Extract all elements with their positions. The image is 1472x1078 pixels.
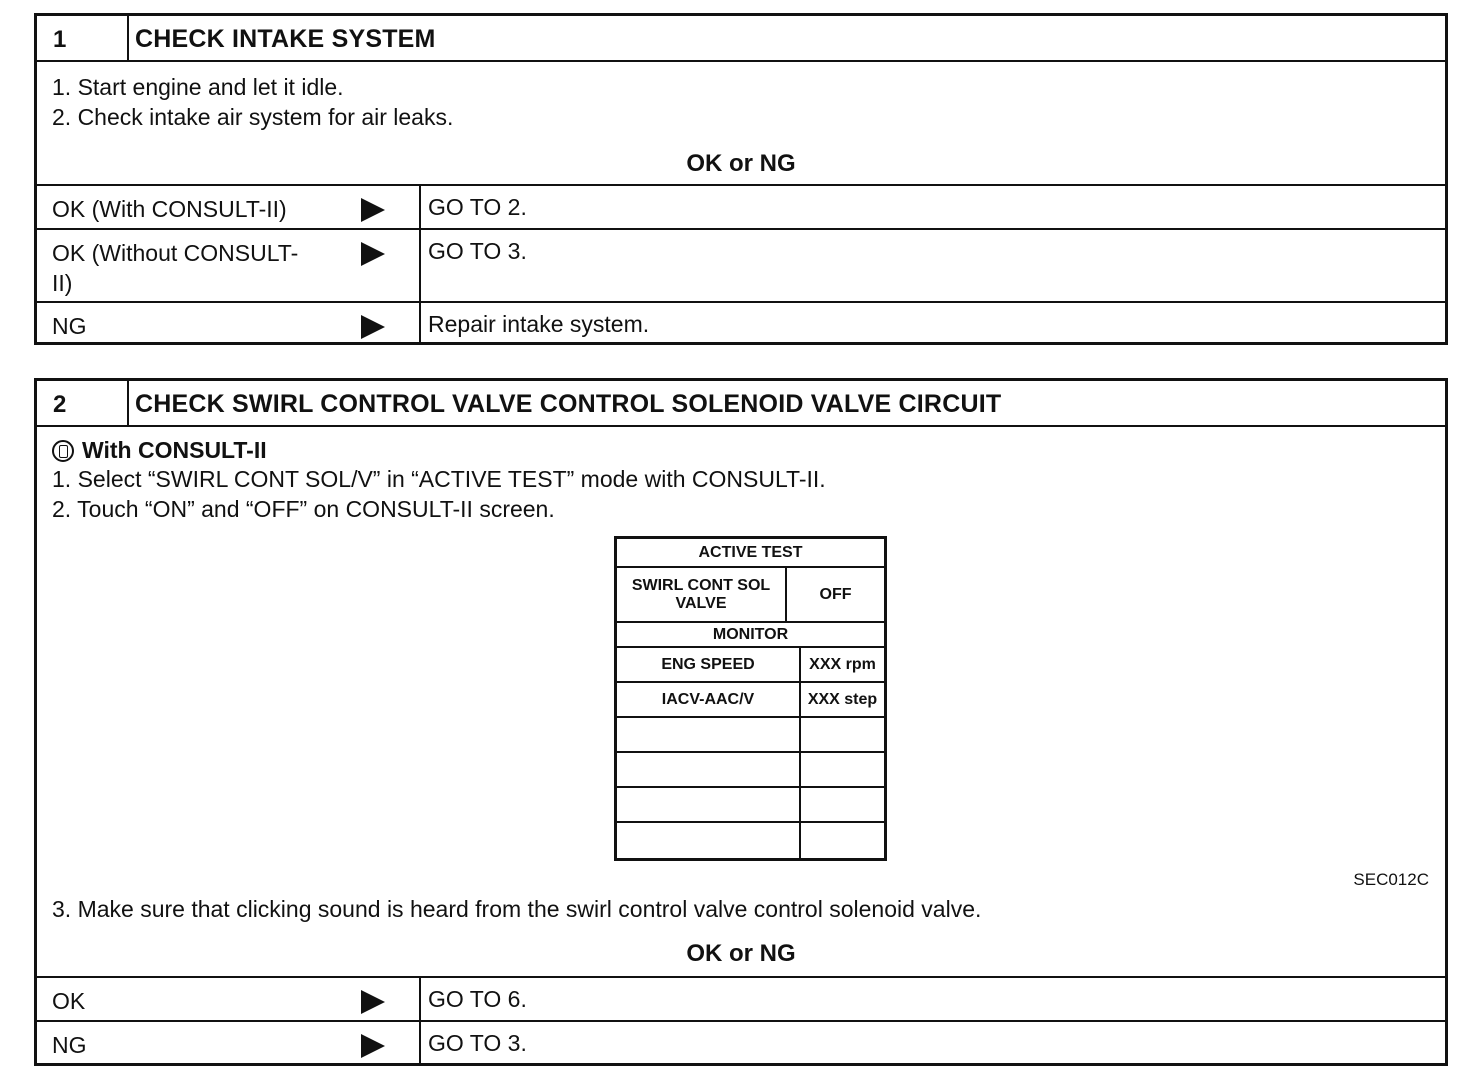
step-title: CHECK INTAKE SYSTEM bbox=[135, 25, 436, 53]
test-item-value: OFF bbox=[819, 585, 852, 603]
arrow-right-icon bbox=[319, 303, 421, 345]
step-number: 1 bbox=[37, 16, 129, 60]
result-action: GO TO 3. bbox=[428, 238, 527, 264]
step-2-block bbox=[34, 378, 1448, 1066]
step-2-header bbox=[37, 381, 1445, 427]
result-condition bbox=[37, 230, 319, 301]
result-row bbox=[37, 1020, 1445, 1065]
active-test-screen bbox=[614, 536, 887, 861]
result-condition: NG bbox=[52, 1032, 87, 1058]
ok-or-ng-label: OK or NG bbox=[686, 150, 796, 177]
step-number: 2 bbox=[37, 381, 129, 425]
step-1-body bbox=[37, 62, 1445, 184]
step-2-body bbox=[37, 427, 1445, 976]
step-1-header bbox=[37, 16, 1445, 62]
result-row bbox=[37, 301, 1445, 345]
instruction-1: 1. Select “SWIRL CONT SOL/V” in “ACTIVE TEST” mode with CONSULT-II. bbox=[52, 466, 826, 492]
arrow-right-icon bbox=[319, 978, 421, 1020]
active-test-header: ACTIVE TEST bbox=[698, 544, 803, 561]
step-1-block bbox=[34, 13, 1448, 345]
monitor-item: IACV-AAC/V bbox=[617, 683, 801, 716]
step-title: CHECK SWIRL CONTROL VALVE CONTROL SOLENOID VALVE CIRCUIT bbox=[135, 390, 1002, 418]
arrow-right-icon bbox=[319, 186, 421, 228]
monitor-header: MONITOR bbox=[712, 626, 789, 643]
consult-tester-icon bbox=[52, 440, 74, 462]
result-action: GO TO 2. bbox=[428, 194, 527, 220]
result-condition: OK bbox=[52, 988, 86, 1014]
instruction-3: 3. Make sure that clicking sound is heard from the swirl control valve control solenoid valve. bbox=[52, 896, 982, 922]
result-row bbox=[37, 184, 1445, 228]
monitor-empty-row bbox=[617, 788, 884, 823]
consult-heading-text: With CONSULT-II bbox=[82, 437, 267, 463]
ok-or-ng-label: OK or NG bbox=[686, 940, 796, 967]
result-condition-line-1: OK (Without CONSULT- bbox=[52, 240, 299, 266]
monitor-value: XXX step bbox=[807, 690, 878, 708]
result-condition: NG bbox=[52, 313, 87, 339]
arrow-right-icon bbox=[319, 230, 421, 301]
result-condition-line-2: II) bbox=[52, 270, 73, 296]
figure-code: SEC012C bbox=[1353, 870, 1429, 889]
consult-heading bbox=[52, 437, 267, 464]
result-action: Repair intake system. bbox=[428, 311, 650, 337]
test-item-line-2: VALVE bbox=[675, 594, 727, 612]
arrow-right-icon bbox=[319, 1022, 421, 1065]
monitor-item: ENG SPEED bbox=[617, 648, 801, 681]
result-row bbox=[37, 228, 1445, 301]
instruction-2: 2. Check intake air system for air leaks. bbox=[52, 104, 454, 130]
monitor-empty-row bbox=[617, 823, 884, 858]
test-item-label bbox=[617, 568, 787, 621]
monitor-empty-row bbox=[617, 753, 884, 788]
result-row bbox=[37, 976, 1445, 1020]
monitor-empty-row bbox=[617, 718, 884, 753]
result-action: GO TO 6. bbox=[428, 986, 527, 1012]
instruction-1: 1. Start engine and let it idle. bbox=[52, 74, 344, 100]
monitor-value: XXX rpm bbox=[809, 655, 876, 673]
result-condition: OK (With CONSULT-II) bbox=[52, 196, 287, 222]
test-item-line-1: SWIRL CONT SOL bbox=[631, 576, 771, 594]
result-action: GO TO 3. bbox=[428, 1030, 527, 1056]
instruction-2: 2. Touch “ON” and “OFF” on CONSULT-II screen. bbox=[52, 496, 555, 522]
